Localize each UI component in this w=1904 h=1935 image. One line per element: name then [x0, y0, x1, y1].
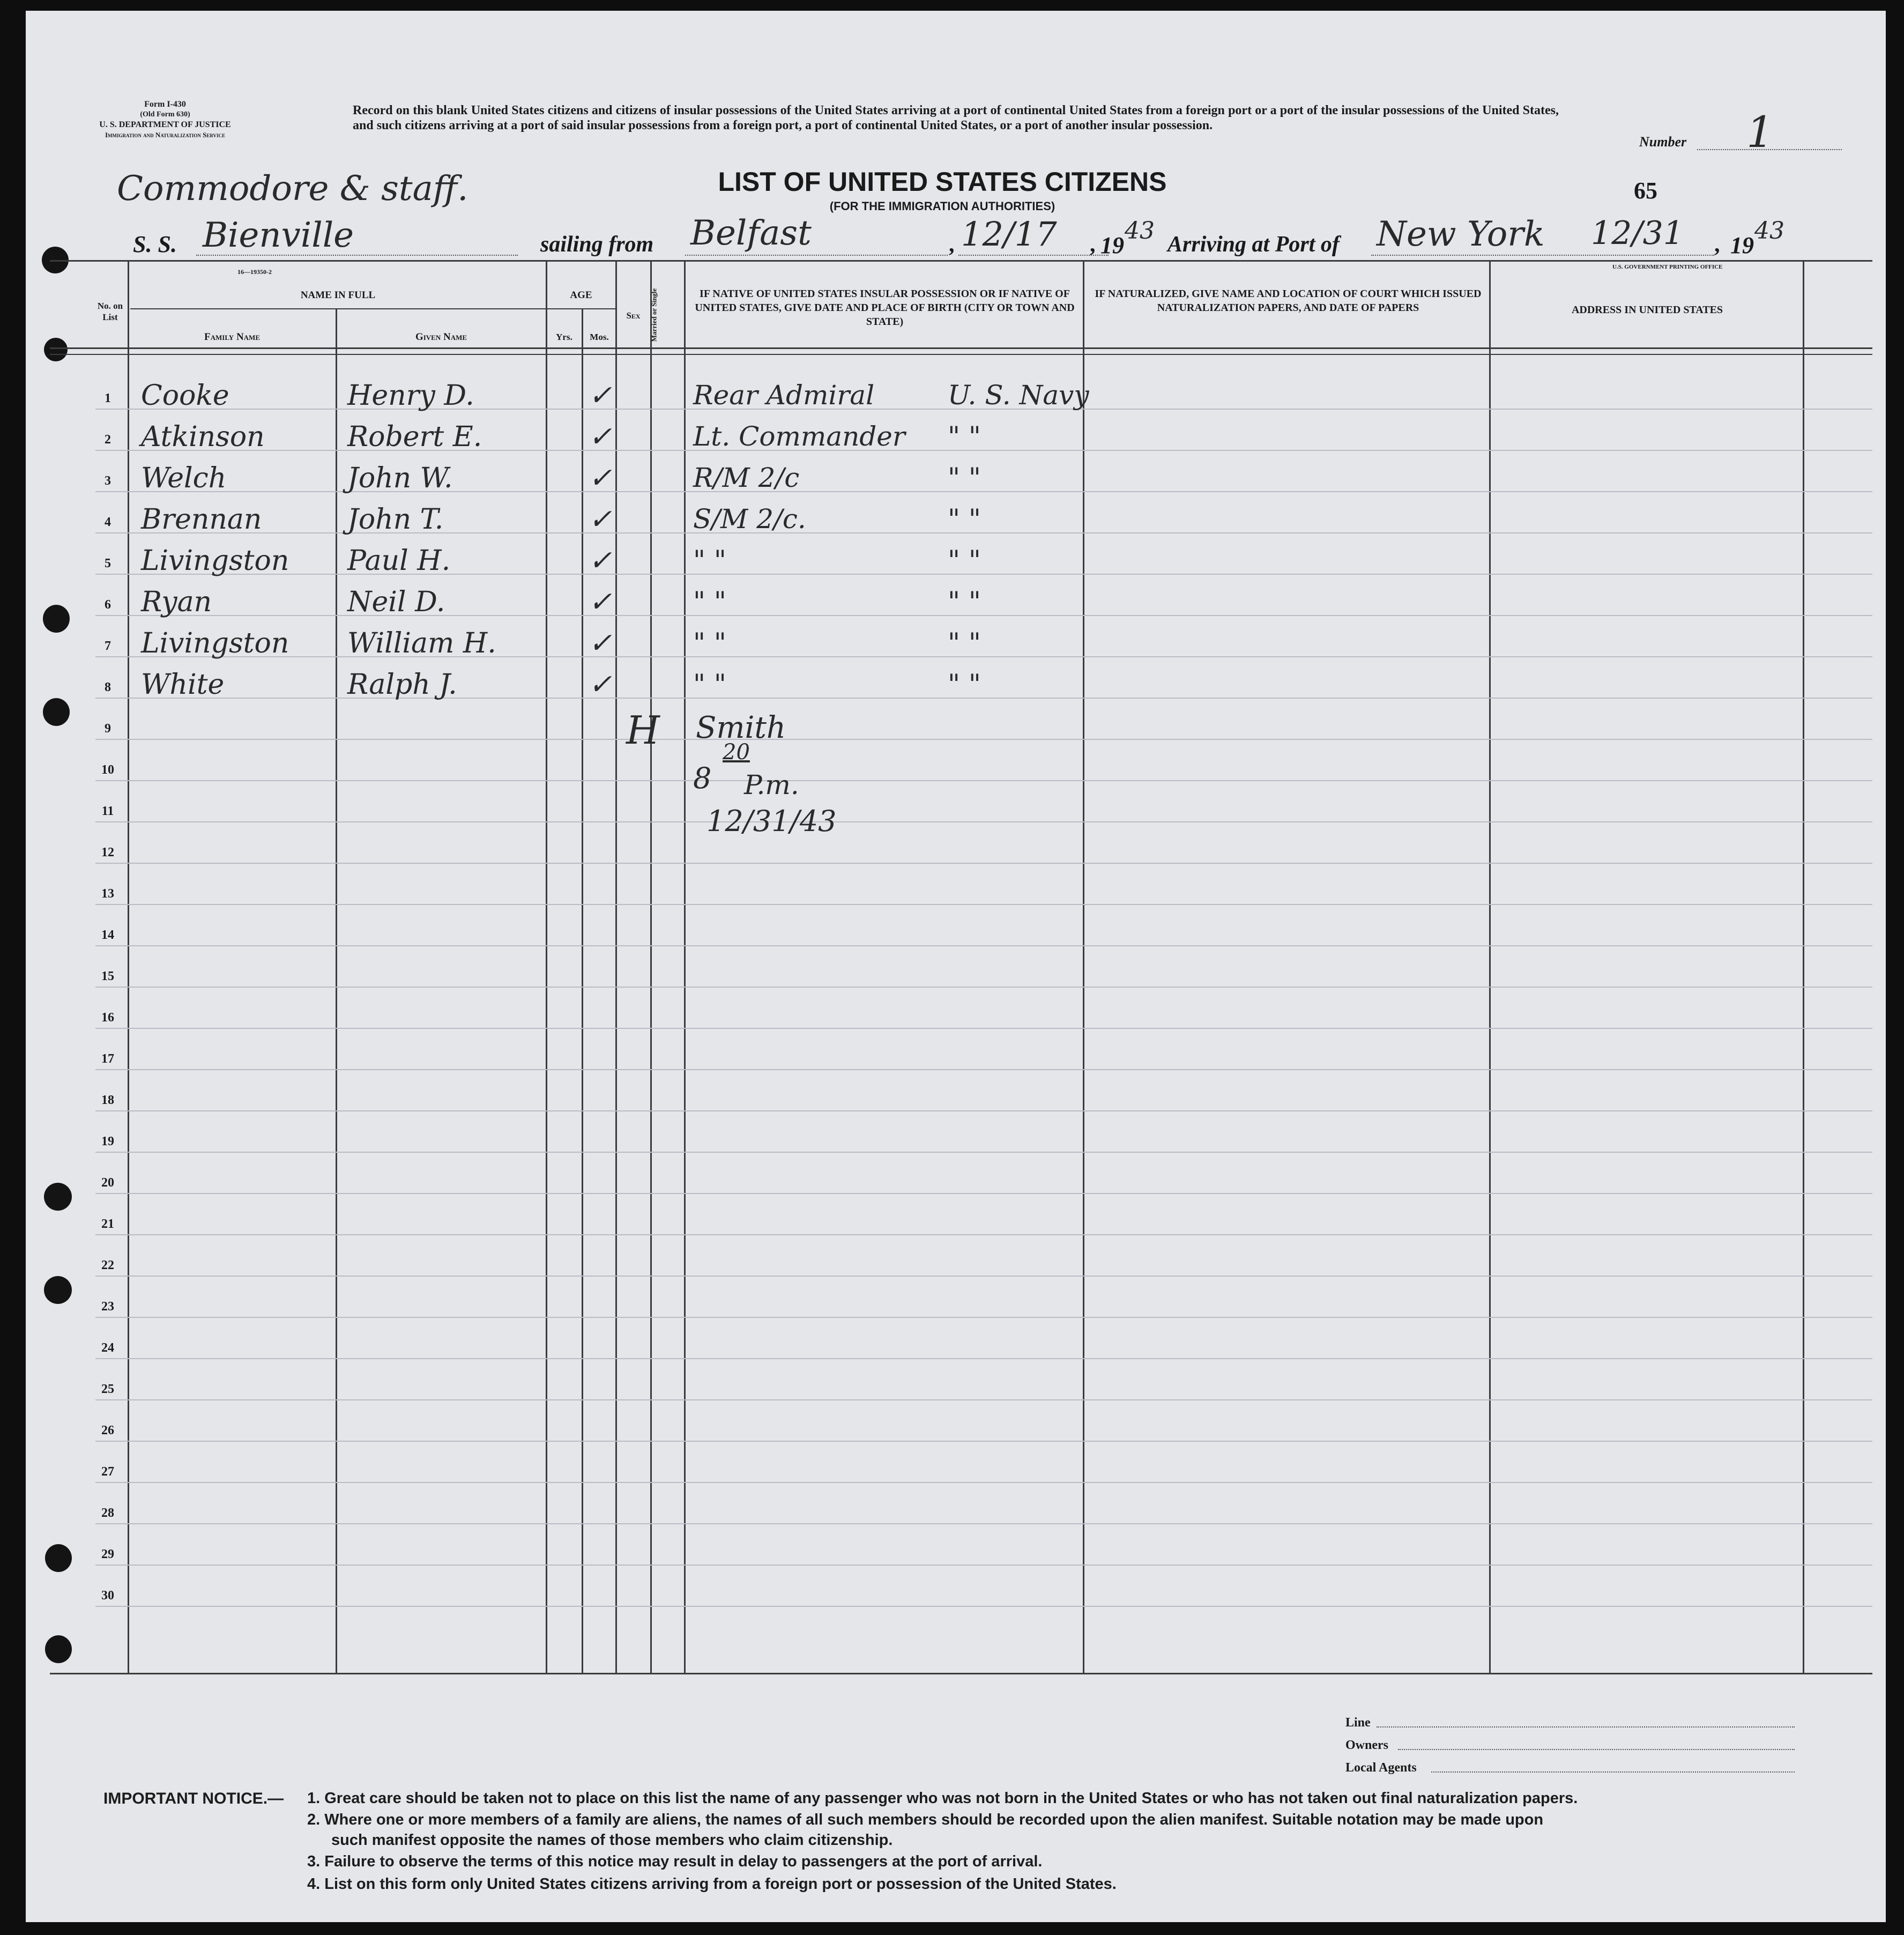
col-border — [1083, 260, 1084, 1673]
inspector-initials: H — [626, 708, 660, 753]
header-naturalized: IF NATURALIZED, GIVE NAME AND LOCATION OF COURT WHICH ISSUED NATURALIZATION PAPERS, AND DATE OF PAPERS — [1095, 288, 1482, 314]
entry-family-name: Welch — [141, 462, 227, 494]
entry-checkmark: ✓ — [589, 462, 612, 494]
notice-4: 4. List on this form only United States citizens arriving from a foreign port or possession of the United States. — [307, 1875, 1117, 1893]
header-sex: Sex — [626, 310, 641, 321]
entry-checkmark: ✓ — [589, 545, 612, 577]
printer-mark: U.S. GOVERNMENT PRINTING OFFICE — [1612, 264, 1723, 270]
row-number: 27 — [101, 1465, 114, 1479]
page-subtitle: (FOR THE IMMIGRATION AUTHORITIES) — [829, 199, 1055, 213]
row-number: 1 — [105, 391, 111, 405]
entry-given-name: Robert E. — [347, 421, 482, 453]
row-rule — [95, 1276, 1872, 1277]
col-border — [1489, 260, 1491, 1673]
ship-name: Bienville — [203, 216, 354, 255]
entry-checkmark: ✓ — [589, 627, 612, 659]
entry-service: " " — [948, 586, 981, 617]
row-number: 19 — [101, 1135, 114, 1148]
dept-name: U. S. DEPARTMENT OF JUSTICE — [99, 120, 231, 129]
row-rule — [95, 863, 1872, 864]
row-rule — [95, 987, 1872, 988]
header-age: AGE — [570, 290, 592, 301]
punch-hole — [43, 698, 70, 726]
arriving-label: Arriving at Port of — [1167, 232, 1340, 257]
manifest-sheet — [26, 11, 1886, 1922]
entry-rank: S/M 2/c. — [693, 503, 806, 535]
row-rule — [95, 1606, 1872, 1607]
entry-service: " " — [948, 627, 981, 658]
notice-1: 1. Great care should be taken not to place on this list the name of any passenger who was not born in the United States or who has not taken out final naturalization papers. — [307, 1790, 1578, 1807]
row-number: 29 — [101, 1547, 114, 1561]
col-border — [336, 308, 337, 1673]
row-rule — [95, 1028, 1872, 1029]
row-number: 15 — [101, 969, 114, 983]
header-given: Given Name — [415, 331, 467, 343]
inspector-time-hour: 8 — [693, 761, 712, 795]
row-number: 16 — [101, 1011, 114, 1025]
entry-rank: " " — [693, 669, 726, 700]
entry-family-name: Livingston — [141, 627, 289, 659]
entry-given-name: John W. — [347, 462, 453, 494]
entry-rank: R/M 2/c — [693, 462, 800, 493]
entry-service: " " — [948, 545, 981, 576]
row-rule — [95, 821, 1872, 822]
owners-field — [1398, 1749, 1795, 1750]
header-address: ADDRESS IN UNITED STATES — [1571, 304, 1723, 316]
entry-family-name: Ryan — [141, 586, 212, 618]
comma: , — [1090, 232, 1096, 257]
notice-2-cont: such manifest opposite the names of those members who claim citizenship. — [331, 1832, 893, 1849]
page-title: LIST OF UNITED STATES CITIZENS — [718, 167, 1167, 197]
entry-given-name: Ralph J. — [347, 669, 457, 701]
entry-service: " " — [948, 669, 981, 700]
entry-given-name: John T. — [347, 503, 444, 536]
agents-field — [1431, 1771, 1795, 1773]
entry-checkmark: ✓ — [589, 503, 612, 536]
row-rule — [95, 904, 1872, 905]
sail-date-underline — [958, 255, 1109, 256]
header-mos: Mos. — [590, 332, 609, 342]
col-border — [546, 260, 547, 1673]
entry-checkmark: ✓ — [589, 380, 612, 412]
row-number: 24 — [101, 1341, 114, 1355]
entry-rank: " " — [693, 627, 726, 658]
row-rule — [95, 1317, 1872, 1318]
row-rule — [95, 945, 1872, 946]
page-number: 65 — [1634, 177, 1657, 204]
owners-label: Owners — [1345, 1738, 1388, 1752]
arrival-year: 43 — [1754, 217, 1784, 244]
old-form: (Old Form 630) — [140, 110, 190, 118]
sail-port: Belfast — [690, 213, 812, 253]
entry-family-name: White — [141, 669, 225, 701]
row-rule — [95, 1110, 1872, 1111]
row-rule — [95, 1399, 1872, 1400]
header-no: No. on List — [97, 301, 123, 322]
punch-hole — [44, 1183, 72, 1211]
entry-service: " " — [948, 421, 981, 452]
row-number: 23 — [101, 1300, 114, 1314]
name-header-split — [130, 308, 575, 309]
row-number: 7 — [105, 639, 111, 653]
col-border — [582, 308, 583, 1673]
row-rule — [95, 1565, 1872, 1566]
sailing-label: sailing from — [540, 232, 654, 257]
inspector-time-min: 20 — [723, 740, 750, 765]
table-top-border — [50, 260, 1872, 262]
row-number: 26 — [101, 1424, 114, 1437]
row-rule — [95, 1152, 1872, 1153]
entry-checkmark: ✓ — [589, 669, 612, 701]
entry-checkmark: ✓ — [589, 586, 612, 618]
row-number: 22 — [101, 1258, 114, 1272]
header-bottom-border — [50, 347, 1872, 349]
entry-given-name: Paul H. — [347, 545, 451, 577]
col-border — [1803, 260, 1804, 1673]
row-number: 8 — [105, 680, 111, 694]
entry-given-name: Neil D. — [347, 586, 445, 618]
entry-service: " " — [948, 462, 981, 493]
entry-family-name: Cooke — [141, 380, 229, 412]
form-id-block — [95, 99, 235, 140]
entry-service: U. S. Navy — [948, 380, 1089, 411]
row-rule — [95, 1482, 1872, 1483]
row-number: 28 — [101, 1506, 114, 1520]
number-value: 1 — [1746, 107, 1774, 157]
punch-hole — [45, 1635, 72, 1663]
row-number: 3 — [105, 474, 111, 488]
table-bottom-border — [50, 1673, 1872, 1674]
sail-year: 43 — [1125, 217, 1155, 244]
entry-family-name: Livingston — [141, 545, 289, 577]
row-number: 5 — [105, 557, 111, 570]
row-number: 25 — [101, 1382, 114, 1396]
inspector-meridian: P.m. — [744, 769, 799, 800]
entry-given-name: William H. — [347, 627, 496, 659]
arrival-underline — [1371, 255, 1714, 256]
punch-hole — [43, 605, 70, 633]
sail-date: 12/17 — [961, 214, 1057, 254]
entry-checkmark: ✓ — [589, 421, 612, 453]
notice-title: IMPORTANT NOTICE.— — [103, 1790, 284, 1807]
col-border — [615, 260, 617, 1673]
agents-label: Local Agents — [1345, 1761, 1417, 1775]
ss-label: S. S. — [133, 231, 177, 257]
inspector-date: 12/31/43 — [706, 804, 837, 838]
punch-hole — [44, 338, 68, 361]
punch-hole — [45, 1544, 72, 1572]
header-family: Family Name — [204, 331, 260, 343]
row-number: 11 — [101, 804, 114, 818]
col-border — [684, 260, 686, 1673]
header-married: Married or Single — [650, 288, 658, 342]
print-code: 16—19350-2 — [237, 268, 272, 276]
number-label: Number — [1639, 134, 1687, 150]
row-number: 9 — [105, 722, 111, 736]
row-number: 18 — [101, 1093, 114, 1107]
entry-family-name: Atkinson — [141, 421, 265, 453]
line-field — [1377, 1726, 1795, 1728]
row-rule — [95, 1523, 1872, 1524]
header-native: IF NATIVE OF UNITED STATES INSULAR POSSESSION OR IF NATIVE OF UNITED STATES, GIVE DATE AND PLACE OF BIRTH (CITY OR TOWN AND STATE) — [695, 288, 1075, 328]
comma: , — [1714, 232, 1720, 257]
row-number: 6 — [105, 598, 111, 612]
row-rule — [95, 1069, 1872, 1070]
row-number: 30 — [101, 1589, 114, 1603]
row-rule — [95, 1441, 1872, 1442]
arrival-year-prefix: 19 — [1730, 232, 1754, 258]
arrival-port: New York — [1377, 214, 1545, 254]
sail-year-prefix: 19 — [1100, 232, 1124, 258]
col-border — [128, 260, 129, 1673]
service-name: Immigration and Naturalization Service — [105, 131, 226, 139]
row-rule — [95, 1234, 1872, 1235]
col-border — [650, 260, 652, 1673]
row-number: 17 — [101, 1052, 114, 1066]
form-id: Form I-430 — [144, 100, 186, 109]
comma: , — [949, 232, 955, 257]
header-name-in-full: NAME IN FULL — [300, 290, 376, 301]
header-bottom-border — [50, 354, 1872, 355]
entry-rank: Lt. Commander — [693, 421, 905, 452]
inspector-name: Smith — [696, 710, 786, 745]
annotation-text: Commodore & staff. — [117, 169, 468, 209]
row-number: 21 — [101, 1217, 114, 1231]
row-rule — [95, 739, 1872, 740]
line-label: Line — [1345, 1716, 1371, 1730]
row-number: 2 — [105, 433, 111, 447]
entry-rank: " " — [693, 586, 726, 617]
arrival-date: 12/31 — [1591, 214, 1684, 252]
entry-given-name: Henry D. — [347, 380, 474, 412]
entry-rank: " " — [693, 545, 726, 576]
row-number: 4 — [105, 515, 111, 529]
row-number: 10 — [101, 763, 114, 777]
punch-hole — [44, 1276, 72, 1304]
notice-2: 2. Where one or more members of a family are aliens, the names of all such members should be recorded upon the alien manifest. Suitable notation may be made upon — [307, 1811, 1544, 1828]
sail-port-underline — [685, 255, 948, 256]
row-rule — [95, 780, 1872, 781]
entry-family-name: Brennan — [141, 503, 262, 536]
row-rule — [95, 1358, 1872, 1359]
row-rule — [95, 1193, 1872, 1194]
instruction-text: Record on this blank United States citizens and citizens of insular possessions of the United States arriving at a port of continental United States from a foreign port or a port of the insular possessions of the United States, and such citizens arriving at a port of said insular possessions from a foreign port, a port of continental United States, or a port of another insular possession. — [353, 103, 1559, 132]
header-yrs: Yrs. — [556, 332, 572, 342]
entry-service: " " — [948, 503, 981, 535]
row-number: 20 — [101, 1176, 114, 1190]
ship-underline — [196, 255, 518, 256]
notice-3: 3. Failure to observe the terms of this notice may result in delay to passengers at the port of arrival. — [307, 1853, 1043, 1870]
row-number: 13 — [101, 887, 114, 901]
row-number: 12 — [101, 846, 114, 859]
row-number: 14 — [101, 928, 114, 942]
entry-rank: Rear Admiral — [693, 380, 875, 411]
